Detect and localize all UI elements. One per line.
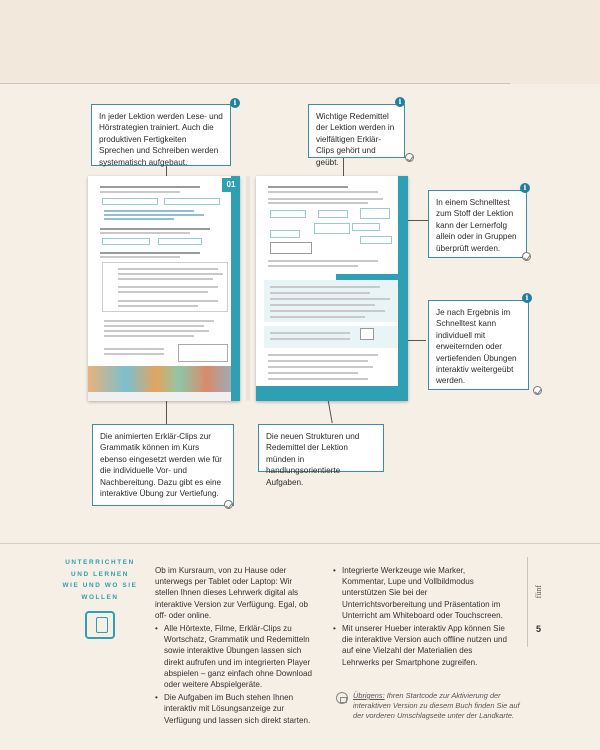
list-item: • Integrierte Werkzeuge wie Marker, Kommentar, Lupe und Vollbildmodus unterstützen Sie bei der Unterrichtsvorbereitung und Präsentation im Unterricht am Whiteboard oder Touchscreen. [333, 565, 509, 621]
sidebar-line: UNTERRICHTEN [65, 559, 135, 566]
info-icon[interactable]: i [230, 98, 240, 108]
lesson-edge-right [398, 176, 408, 401]
book-left-page [88, 176, 240, 401]
callout-text: Die neuen Strukturen und Redemittel der Lektion münden in handlungsorientierte Aufgaben. [266, 432, 360, 487]
callout-text: Wichtige Redemittel der Lektion werden in vielfältigen Erklär-Clips gehört und geübt. [316, 112, 395, 167]
text-column-right [333, 565, 509, 668]
text-column-left [155, 565, 313, 726]
lock-icon [336, 692, 348, 704]
callout-text: Die animierten Erklär-Clips zur Grammatik können im Kurs ebenso eingesetzt werden wie für die individuelle Vor- und Nachbereitung. Dazu gibt es eine interaktive Übung zur Vertiefung. [100, 432, 222, 499]
cursor-icon [533, 386, 542, 395]
thumbnail-captions [88, 392, 240, 401]
list-item: • Die Aufgaben im Buch stehen Ihnen interaktiv mit Lösungsanzeige zur Verfügung und lassen sich direkt starten. [155, 692, 313, 726]
note-text: Ihren Startcode zur Aktivierung der interaktiven Version zu diesem Buch finden Sie auf der vorderen Umschlagseite unter der Landkarte. [353, 691, 520, 720]
margin-rule [527, 557, 528, 647]
tablet-touch-icon [85, 611, 115, 639]
sidebar-heading [61, 557, 139, 639]
callout-text: In einem Schnelltest zum Stoff der Lektion kann der Lernerfolg allein oder in Gruppen überprüft werden. [436, 198, 517, 253]
cursor-icon [522, 252, 531, 261]
callout-redemittel [308, 104, 405, 167]
info-icon[interactable]: i [522, 293, 532, 303]
callout-grammatik-clips [92, 424, 234, 506]
note-lead: Übrigens: [353, 691, 385, 700]
book-right-page [256, 176, 408, 401]
callout-text: Je nach Ergebnis im Schnelltest kann individuell mit erweiternden oder vertiefenden Übungen interaktiv weitergeübt werden. [436, 308, 517, 386]
callout-weiterueben [428, 300, 529, 390]
startcode-note [353, 691, 523, 721]
callout-text: In jeder Lektion werden Lese- und Hörstrategien trainiert. Auch die produktiven Fertigkeiten Sprechen und Schreiben werden systematisch aufgebaut. [99, 112, 223, 167]
page-number: 5 [536, 624, 542, 634]
cursor-icon [224, 500, 233, 509]
sidebar-line: WOLLEN [81, 593, 119, 601]
top-band [0, 0, 600, 84]
section-label: fünf [534, 585, 543, 599]
lesson-number-tag: 01 [222, 178, 240, 192]
book-spine [246, 176, 250, 401]
callout-schnelltest [428, 190, 527, 258]
cursor-icon [405, 153, 414, 162]
lesson-edge-left [231, 176, 240, 401]
intro-paragraph: Ob im Kursraum, von zu Hause oder unterwegs per Tablet oder Laptop: Wir stellen Ihnen dieses Lehrwerk digital als interaktive Version zur Verfügung. Egal, ob off- oder online. [155, 566, 308, 620]
list-item: • Mit unserer Hueber interaktiv App können Sie die interaktive Version auch offline nutzen und auf eine Vielzahl der Materialien des Lehrwerks per Smartphone zugreifen. [333, 623, 509, 668]
callout-aufgaben [258, 424, 384, 487]
info-icon[interactable]: i [395, 97, 405, 107]
video-thumbnail-strip [88, 366, 240, 392]
sidebar-line: WIE UND WO SIE [62, 582, 138, 589]
list-item: • Alle Hörtexte, Filme, Erklär-Clips zu Wortschatz, Grammatik und Redemitteln sowie interaktive Übungen lassen sich direkt aufrufen und im integrierten Player abspielen – ganz einfach ohne Download oder weitere Abspielgeräte. [155, 623, 313, 690]
callout-strategies [91, 104, 231, 166]
section-divider [0, 543, 600, 544]
top-rule [0, 83, 510, 84]
sidebar-line: UND LERNEN [71, 570, 129, 578]
info-icon[interactable]: i [520, 183, 530, 193]
